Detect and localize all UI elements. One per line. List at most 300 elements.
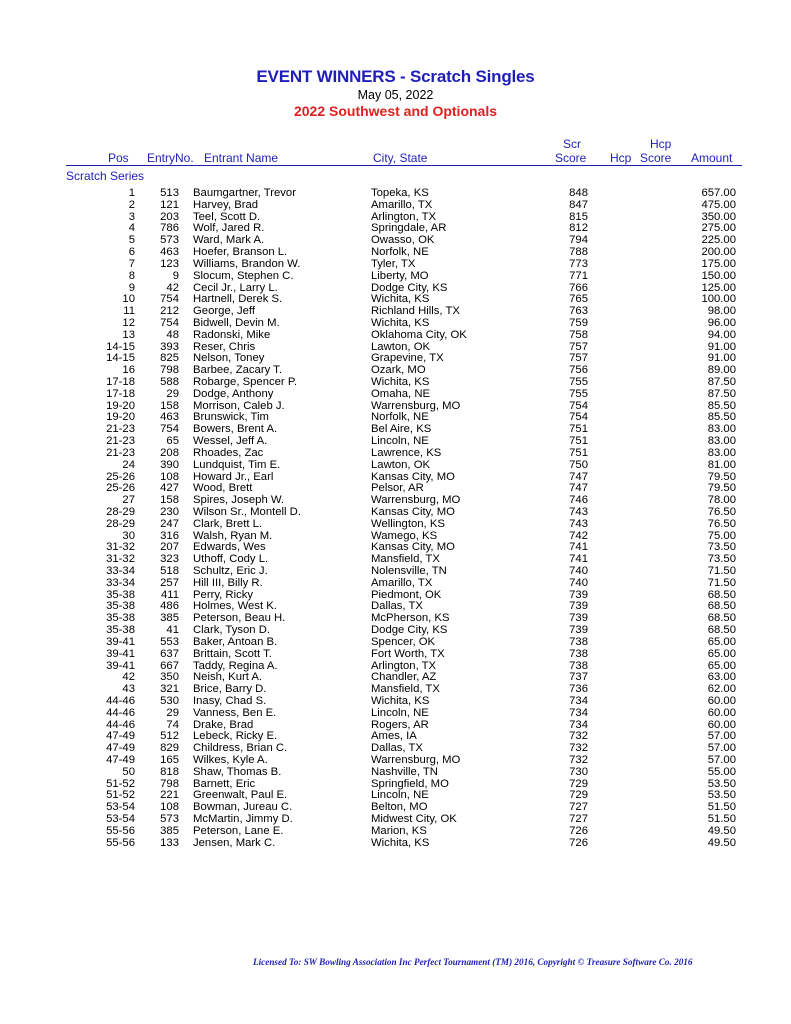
table-row xyxy=(0,649,791,661)
table-row xyxy=(0,767,791,779)
cell-pos: 51-52 xyxy=(106,777,135,790)
cell-name: George, Jeff xyxy=(193,305,255,318)
cell-pos: 39-41 xyxy=(106,659,135,672)
cell-pos: 30 xyxy=(122,529,135,542)
cell-score: 738 xyxy=(569,647,588,660)
cell-pos: 8 xyxy=(128,269,135,282)
cell-score: 794 xyxy=(569,234,588,247)
cell-score: 737 xyxy=(569,671,588,684)
cell-score: 732 xyxy=(569,742,588,755)
cell-city: Nolensville, TN xyxy=(371,565,447,577)
cell-pos: 31-32 xyxy=(106,541,135,554)
cell-entry: 411 xyxy=(160,588,179,601)
col-header-hcp: Hcp xyxy=(610,151,632,165)
cell-name: Brice, Barry D. xyxy=(193,683,267,696)
cell-score: 815 xyxy=(569,210,588,223)
cell-amount: 79.50 xyxy=(707,482,736,495)
cell-amount: 79.50 xyxy=(707,470,736,483)
cell-city: Omaha, NE xyxy=(371,387,431,400)
cell-city: Piedmont, OK xyxy=(371,588,442,601)
table-row xyxy=(0,200,791,212)
report-title: EVENT WINNERS - Scratch Singles xyxy=(256,67,535,86)
cell-entry: 588 xyxy=(160,376,179,388)
cell-score: 755 xyxy=(569,376,588,388)
cell-score: 756 xyxy=(569,364,588,377)
cell-amount: 78.00 xyxy=(707,494,736,507)
col-header-hcp-score-bottom: Score xyxy=(640,151,672,165)
license-footer: Licensed To: SW Bowling Association Inc Perfect Tournament (TM) 2016, Copyright © Treasure Software Co. 2016 xyxy=(253,957,693,967)
table-row xyxy=(0,826,791,838)
cell-name: Cecil Jr., Larry L. xyxy=(193,281,278,294)
cell-amount: 68.50 xyxy=(707,612,736,625)
cell-pos: 47-49 xyxy=(106,754,135,766)
cell-pos: 21-23 xyxy=(106,435,135,448)
cell-pos: 55-56 xyxy=(106,824,135,837)
cell-pos: 7 xyxy=(128,257,135,270)
cell-name: Radonski, Mike xyxy=(193,328,271,341)
cell-entry: 390 xyxy=(160,458,179,471)
cell-amount: 475.00 xyxy=(701,198,736,211)
cell-score: 812 xyxy=(569,222,588,235)
cell-amount: 94.00 xyxy=(707,328,736,341)
cell-name: Reser, Chris xyxy=(193,340,256,353)
cell-score: 726 xyxy=(569,836,588,849)
cell-score: 736 xyxy=(569,683,588,696)
cell-city: Ames, IA xyxy=(371,730,417,743)
cell-name: Bidwell, Devin M. xyxy=(193,316,280,329)
cell-amount: 150.00 xyxy=(701,269,736,282)
cell-name: McMartin, Jimmy D. xyxy=(193,813,293,826)
cell-score: 755 xyxy=(569,387,588,400)
cell-city: Kansas City, MO xyxy=(371,470,455,483)
cell-city: Wichita, KS xyxy=(371,836,430,849)
cell-city: Lincoln, NE xyxy=(371,706,429,719)
cell-city: Lawton, OK xyxy=(371,458,431,471)
cell-amount: 71.50 xyxy=(707,565,736,577)
cell-entry: 121 xyxy=(160,198,179,211)
cell-pos: 44-46 xyxy=(106,718,135,731)
table-row xyxy=(0,637,791,649)
cell-entry: 207 xyxy=(160,541,179,554)
cell-amount: 62.00 xyxy=(707,683,736,696)
cell-score: 746 xyxy=(569,494,588,507)
cell-pos: 42 xyxy=(122,671,135,684)
cell-pos: 33-34 xyxy=(106,576,135,589)
cell-score: 771 xyxy=(569,269,588,282)
cell-entry: 518 xyxy=(160,565,179,577)
cell-city: Lincoln, NE xyxy=(371,789,429,802)
cell-score: 742 xyxy=(569,529,588,542)
cell-score: 732 xyxy=(569,754,588,766)
cell-amount: 91.00 xyxy=(707,340,736,353)
cell-pos: 33-34 xyxy=(106,565,135,577)
cell-city: Grapevine, TX xyxy=(371,352,444,365)
cell-pos: 28-29 xyxy=(106,517,135,530)
cell-entry: 158 xyxy=(160,399,179,412)
cell-score: 773 xyxy=(569,257,588,270)
cell-city: Lawton, OK xyxy=(371,340,431,353)
cell-name: Lebeck, Ricky E. xyxy=(193,730,278,743)
cell-entry: 221 xyxy=(160,789,179,802)
cell-entry: 321 xyxy=(160,683,179,696)
cell-amount: 96.00 xyxy=(707,316,736,329)
cell-score: 758 xyxy=(569,328,588,341)
table-row xyxy=(0,271,791,283)
cell-entry: 108 xyxy=(160,801,179,814)
cell-amount: 225.00 xyxy=(701,234,736,247)
cell-entry: 108 xyxy=(160,470,179,483)
cell-amount: 49.50 xyxy=(707,836,736,849)
cell-amount: 76.50 xyxy=(707,505,736,518)
cell-name: Ward, Mark A. xyxy=(193,234,265,247)
cell-entry: 463 xyxy=(160,411,179,424)
cell-city: Lawrence, KS xyxy=(371,446,442,459)
cell-score: 847 xyxy=(569,198,588,211)
cell-name: Brittain, Scott T. xyxy=(193,647,272,660)
cell-entry: 65 xyxy=(166,435,179,448)
cell-city: Midwest City, OK xyxy=(371,813,457,826)
cell-amount: 657.00 xyxy=(701,187,736,199)
cell-name: Perry, Ricky xyxy=(193,588,254,601)
cell-pos: 35-38 xyxy=(106,588,135,601)
cell-city: Topeka, KS xyxy=(371,187,429,199)
cell-amount: 55.00 xyxy=(707,765,736,778)
table-row xyxy=(0,259,791,271)
cell-city: Dallas, TX xyxy=(371,742,423,755)
cell-entry: 74 xyxy=(166,718,179,731)
cell-entry: 247 xyxy=(160,517,179,530)
cell-city: Wamego, KS xyxy=(371,529,438,542)
cell-amount: 76.50 xyxy=(707,517,736,530)
cell-amount: 68.50 xyxy=(707,624,736,637)
cell-score: 739 xyxy=(569,624,588,637)
cell-name: Bowers, Brent A. xyxy=(193,423,278,436)
cell-amount: 51.50 xyxy=(707,813,736,826)
cell-city: Nashville, TN xyxy=(371,765,438,778)
cell-amount: 73.50 xyxy=(707,553,736,566)
cell-entry: 385 xyxy=(160,612,179,625)
cell-entry: 754 xyxy=(160,316,179,329)
cell-name: Rhoades, Zac xyxy=(193,446,264,459)
cell-name: Slocum, Stephen C. xyxy=(193,269,294,282)
cell-score: 738 xyxy=(569,659,588,672)
cell-pos: 10 xyxy=(122,293,135,306)
cell-pos: 5 xyxy=(128,234,135,247)
cell-score: 732 xyxy=(569,730,588,743)
cell-entry: 573 xyxy=(160,813,179,826)
cell-amount: 63.00 xyxy=(707,671,736,684)
cell-entry: 667 xyxy=(160,659,179,672)
table-row xyxy=(0,460,791,472)
cell-name: Howard Jr., Earl xyxy=(193,470,274,483)
cell-amount: 98.00 xyxy=(707,305,736,318)
cell-amount: 53.50 xyxy=(707,777,736,790)
cell-entry: 48 xyxy=(166,328,179,341)
cell-score: 727 xyxy=(569,801,588,814)
cell-entry: 123 xyxy=(160,257,179,270)
cell-amount: 100.00 xyxy=(701,293,736,306)
cell-entry: 530 xyxy=(160,694,179,707)
cell-entry: 553 xyxy=(160,635,179,648)
table-row xyxy=(0,448,791,460)
table-row xyxy=(0,519,791,531)
cell-score: 741 xyxy=(569,553,588,566)
cell-pos: 47-49 xyxy=(106,742,135,755)
cell-name: Edwards, Wes xyxy=(193,541,266,554)
cell-pos: 24 xyxy=(122,458,135,471)
cell-city: Richland Hills, TX xyxy=(371,305,460,318)
cell-score: 754 xyxy=(569,411,588,424)
cell-pos: 27 xyxy=(122,494,135,507)
cell-entry: 486 xyxy=(160,600,179,613)
cell-amount: 350.00 xyxy=(701,210,736,223)
cell-score: 741 xyxy=(569,541,588,554)
cell-amount: 51.50 xyxy=(707,801,736,814)
cell-score: 740 xyxy=(569,565,588,577)
cell-city: Dodge City, KS xyxy=(371,281,448,294)
cell-pos: 43 xyxy=(122,683,135,696)
cell-entry: 754 xyxy=(160,293,179,306)
cell-amount: 60.00 xyxy=(707,706,736,719)
cell-amount: 91.00 xyxy=(707,352,736,365)
cell-entry: 212 xyxy=(160,305,179,318)
cell-entry: 427 xyxy=(160,482,179,495)
cell-score: 739 xyxy=(569,612,588,625)
cell-pos: 21-23 xyxy=(106,423,135,436)
cell-name: Inasy, Chad S. xyxy=(193,694,267,707)
cell-entry: 257 xyxy=(160,576,179,589)
cell-pos: 55-56 xyxy=(106,836,135,849)
cell-amount: 125.00 xyxy=(701,281,736,294)
cell-name: Walsh, Ryan M. xyxy=(193,529,273,542)
cell-city: Belton, MO xyxy=(371,801,428,814)
cell-pos: 44-46 xyxy=(106,694,135,707)
cell-amount: 89.00 xyxy=(707,364,736,377)
cell-city: Amarillo, TX xyxy=(371,576,433,589)
cell-entry: 825 xyxy=(160,352,179,365)
cell-score: 788 xyxy=(569,246,588,259)
cell-score: 743 xyxy=(569,517,588,530)
cell-pos: 9 xyxy=(128,281,135,294)
col-header-pos: Pos xyxy=(108,151,129,165)
table-row xyxy=(0,330,791,342)
cell-city: Spencer, OK xyxy=(371,635,436,648)
cell-name: Spires, Joseph W. xyxy=(193,494,285,507)
cell-name: Peterson, Lane E. xyxy=(193,824,284,837)
cell-city: Ozark, MO xyxy=(371,364,426,377)
cell-score: 747 xyxy=(569,470,588,483)
cell-entry: 208 xyxy=(160,446,179,459)
cell-amount: 71.50 xyxy=(707,576,736,589)
cell-entry: 165 xyxy=(160,754,179,766)
cell-name: Barnett, Eric xyxy=(193,777,256,790)
cell-pos: 19-20 xyxy=(106,399,135,412)
cell-name: Baker, Antoan B. xyxy=(193,635,278,648)
cell-name: Vanness, Ben E. xyxy=(193,706,277,719)
cell-pos: 25-26 xyxy=(106,470,135,483)
cell-name: Neish, Kurt A. xyxy=(193,671,263,684)
cell-entry: 786 xyxy=(160,222,179,235)
cell-pos: 14-15 xyxy=(106,352,135,365)
report-date: May 05, 2022 xyxy=(357,88,434,102)
cell-amount: 83.00 xyxy=(707,435,736,448)
cell-city: Wichita, KS xyxy=(371,293,430,306)
cell-pos: 51-52 xyxy=(106,789,135,802)
cell-pos: 35-38 xyxy=(106,600,135,613)
cell-amount: 275.00 xyxy=(701,222,736,235)
cell-entry: 818 xyxy=(160,765,179,778)
cell-name: Clark, Brett L. xyxy=(193,517,263,530)
cell-name: Uthoff, Cody L. xyxy=(193,553,269,566)
cell-amount: 49.50 xyxy=(707,824,736,837)
cell-score: 738 xyxy=(569,635,588,648)
cell-score: 743 xyxy=(569,505,588,518)
cell-city: Liberty, MO xyxy=(371,269,429,282)
table-row xyxy=(0,708,791,720)
cell-entry: 158 xyxy=(160,494,179,507)
cell-pos: 17-18 xyxy=(106,387,135,400)
results-table xyxy=(0,188,791,850)
cell-score: 726 xyxy=(569,824,588,837)
cell-city: Arlington, TX xyxy=(371,210,437,223)
cell-amount: 75.00 xyxy=(707,529,736,542)
cell-pos: 12 xyxy=(122,316,135,329)
cell-amount: 200.00 xyxy=(701,246,736,259)
cell-name: Hartnell, Derek S. xyxy=(193,293,283,306)
cell-name: Greenwalt, Paul E. xyxy=(193,789,288,802)
cell-entry: 463 xyxy=(160,246,179,259)
cell-score: 765 xyxy=(569,293,588,306)
cell-name: Wilkes, Kyle A. xyxy=(193,754,268,766)
cell-amount: 73.50 xyxy=(707,541,736,554)
cell-amount: 65.00 xyxy=(707,635,736,648)
cell-score: 757 xyxy=(569,340,588,353)
cell-score: 757 xyxy=(569,352,588,365)
cell-amount: 65.00 xyxy=(707,659,736,672)
cell-city: Wichita, KS xyxy=(371,316,430,329)
cell-name: Williams, Brandon W. xyxy=(193,257,301,270)
cell-amount: 87.50 xyxy=(707,387,736,400)
cell-name: Dodge, Anthony xyxy=(193,387,274,400)
cell-amount: 57.00 xyxy=(707,754,736,766)
cell-score: 727 xyxy=(569,813,588,826)
cell-name: Drake, Brad xyxy=(193,718,254,731)
cell-entry: 513 xyxy=(160,187,179,199)
col-header-name: Entrant Name xyxy=(204,151,279,165)
cell-pos: 21-23 xyxy=(106,446,135,459)
cell-name: Childress, Brian C. xyxy=(193,742,288,755)
cell-pos: 31-32 xyxy=(106,553,135,566)
table-row xyxy=(0,696,791,708)
cell-name: Schultz, Eric J. xyxy=(193,565,268,577)
cell-city: Wellington, KS xyxy=(371,517,445,530)
cell-pos: 44-46 xyxy=(106,706,135,719)
cell-entry: 316 xyxy=(160,529,179,542)
cell-city: Lincoln, NE xyxy=(371,435,429,448)
cell-name: Nelson, Toney xyxy=(193,352,265,365)
cell-name: Wood, Brett xyxy=(193,482,253,495)
cell-pos: 6 xyxy=(128,246,135,259)
cell-score: 747 xyxy=(569,482,588,495)
cell-score: 759 xyxy=(569,316,588,329)
cell-pos: 39-41 xyxy=(106,635,135,648)
cell-amount: 83.00 xyxy=(707,423,736,436)
col-header-scr-top: Scr xyxy=(563,137,581,151)
cell-score: 750 xyxy=(569,458,588,471)
cell-amount: 60.00 xyxy=(707,694,736,707)
cell-entry: 133 xyxy=(160,836,179,849)
cell-amount: 83.00 xyxy=(707,446,736,459)
col-header-city: City, State xyxy=(373,151,428,165)
cell-entry: 798 xyxy=(160,777,179,790)
cell-city: Dallas, TX xyxy=(371,600,423,613)
cell-name: Wilson Sr., Montell D. xyxy=(193,505,301,518)
cell-score: 739 xyxy=(569,588,588,601)
cell-city: Tyler, TX xyxy=(371,257,416,270)
cell-city: Warrensburg, MO xyxy=(371,494,461,507)
cell-name: Peterson, Beau H. xyxy=(193,612,286,625)
col-header-entry: EntryNo. xyxy=(147,151,194,165)
cell-score: 734 xyxy=(569,694,588,707)
cell-score: 729 xyxy=(569,789,588,802)
table-row xyxy=(0,507,791,519)
table-row xyxy=(0,838,791,850)
table-row xyxy=(0,578,791,590)
cell-city: Kansas City, MO xyxy=(371,541,455,554)
cell-pos: 1 xyxy=(128,187,135,199)
cell-amount: 68.50 xyxy=(707,600,736,613)
section-label: Scratch Series xyxy=(66,169,145,183)
table-row xyxy=(0,318,791,330)
cell-name: Bowman, Jureau C. xyxy=(193,801,293,814)
cell-city: Dodge City, KS xyxy=(371,624,448,637)
cell-pos: 14-15 xyxy=(106,340,135,353)
cell-entry: 41 xyxy=(166,624,179,637)
cell-pos: 39-41 xyxy=(106,647,135,660)
cell-pos: 25-26 xyxy=(106,482,135,495)
cell-entry: 393 xyxy=(160,340,179,353)
cell-score: 848 xyxy=(569,187,588,199)
cell-city: Norfolk, NE xyxy=(371,246,429,259)
cell-entry: 637 xyxy=(160,647,179,660)
cell-pos: 17-18 xyxy=(106,376,135,388)
col-header-hcp-score-top: Hcp xyxy=(650,137,672,151)
cell-entry: 323 xyxy=(160,553,179,566)
cell-entry: 798 xyxy=(160,364,179,377)
cell-entry: 29 xyxy=(166,706,179,719)
cell-score: 734 xyxy=(569,718,588,731)
cell-city: Arlington, TX xyxy=(371,659,437,672)
cell-score: 729 xyxy=(569,777,588,790)
cell-city: Oklahoma City, OK xyxy=(371,328,467,341)
cell-amount: 57.00 xyxy=(707,730,736,743)
cell-entry: 203 xyxy=(160,210,179,223)
cell-entry: 29 xyxy=(166,387,179,400)
cell-entry: 42 xyxy=(166,281,179,294)
cell-entry: 512 xyxy=(160,730,179,743)
cell-score: 763 xyxy=(569,305,588,318)
cell-city: Amarillo, TX xyxy=(371,198,433,211)
cell-pos: 16 xyxy=(122,364,135,377)
cell-pos: 35-38 xyxy=(106,624,135,637)
cell-city: Rogers, AR xyxy=(371,718,429,731)
cell-name: Baumgartner, Trevor xyxy=(193,187,296,199)
cell-pos: 4 xyxy=(128,222,135,235)
cell-entry: 573 xyxy=(160,234,179,247)
cell-amount: 60.00 xyxy=(707,718,736,731)
cell-city: Owasso, OK xyxy=(371,234,435,247)
cell-amount: 53.50 xyxy=(707,789,736,802)
